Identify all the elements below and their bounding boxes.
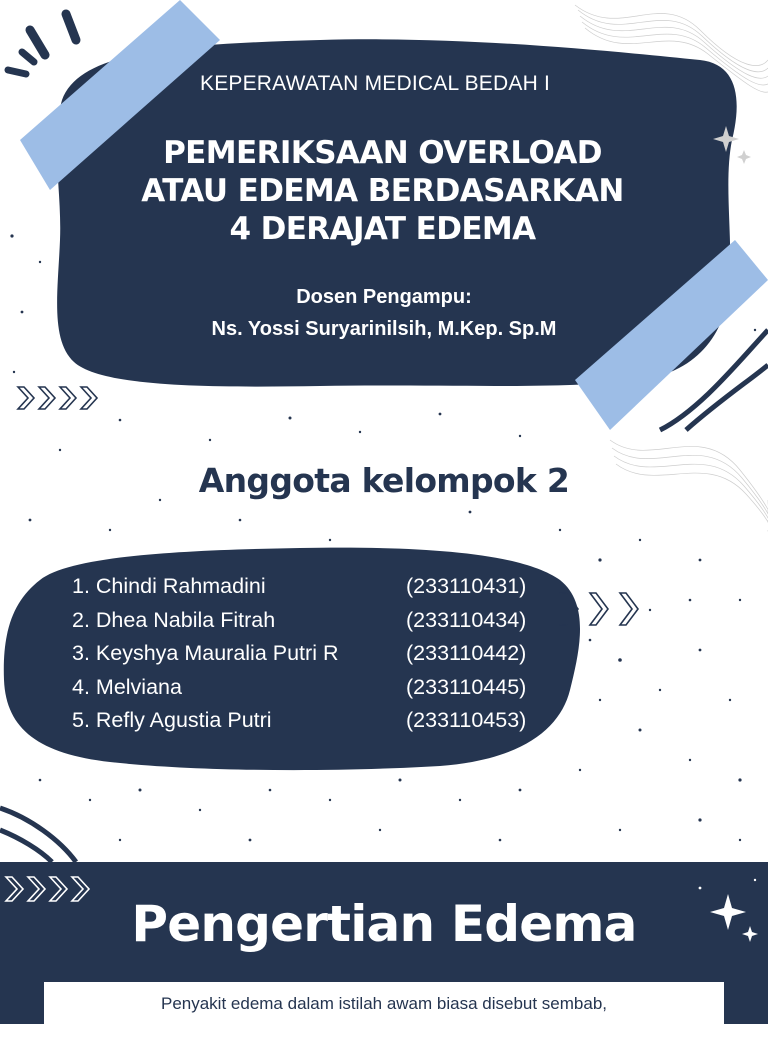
dash-marks — [8, 14, 76, 74]
member-id: (233110445) — [406, 674, 527, 699]
title-line: ATAU EDEMA BERDASARKAN — [141, 173, 624, 209]
list-item — [72, 704, 542, 738]
member-id: (233110442) — [406, 641, 527, 665]
member-id: (233110453) — [406, 708, 527, 732]
group-heading: Anggota kelompok 2 — [198, 461, 570, 500]
list-item — [72, 604, 542, 638]
member-name: 1. Chindi Rahmadini — [72, 574, 266, 598]
swirl-lines-bottom — [0, 808, 76, 862]
title-line: PEMERIKSAAN OVERLOAD — [163, 135, 602, 171]
member-id: (233110434) — [406, 607, 527, 632]
section-title: Pengertian Edema — [131, 895, 637, 953]
chevron-right-icon — [16, 383, 106, 413]
member-id: (233110431) — [406, 574, 527, 598]
member-name: 5. Refly Agustia Putri — [72, 708, 272, 732]
member-list — [72, 570, 542, 738]
member-name: 2. Dhea Nabila Fitrah — [72, 607, 276, 632]
course-subtitle: KEPERAWATAN MEDICAL BEDAH I — [199, 72, 550, 95]
list-item — [72, 637, 542, 671]
title-line: 4 DERAJAT EDEMA — [229, 211, 536, 247]
list-item — [72, 570, 542, 604]
list-item — [72, 671, 542, 705]
lecturer-name: Ns. Yossi Suryarinilsih, M.Kep. Sp.M — [211, 318, 557, 340]
lecturer-label: Dosen Pengampu: — [296, 286, 472, 308]
member-name: 3. Keyshya Mauralia Putri R — [72, 641, 339, 665]
text-card — [44, 982, 724, 1042]
body-text: Penyakit edema dalam istilah awam biasa disebut sembab, — [160, 994, 608, 1013]
chevron-right-icon — [556, 589, 648, 629]
member-name: 4. Melviana — [72, 674, 182, 699]
page-title — [90, 134, 675, 248]
